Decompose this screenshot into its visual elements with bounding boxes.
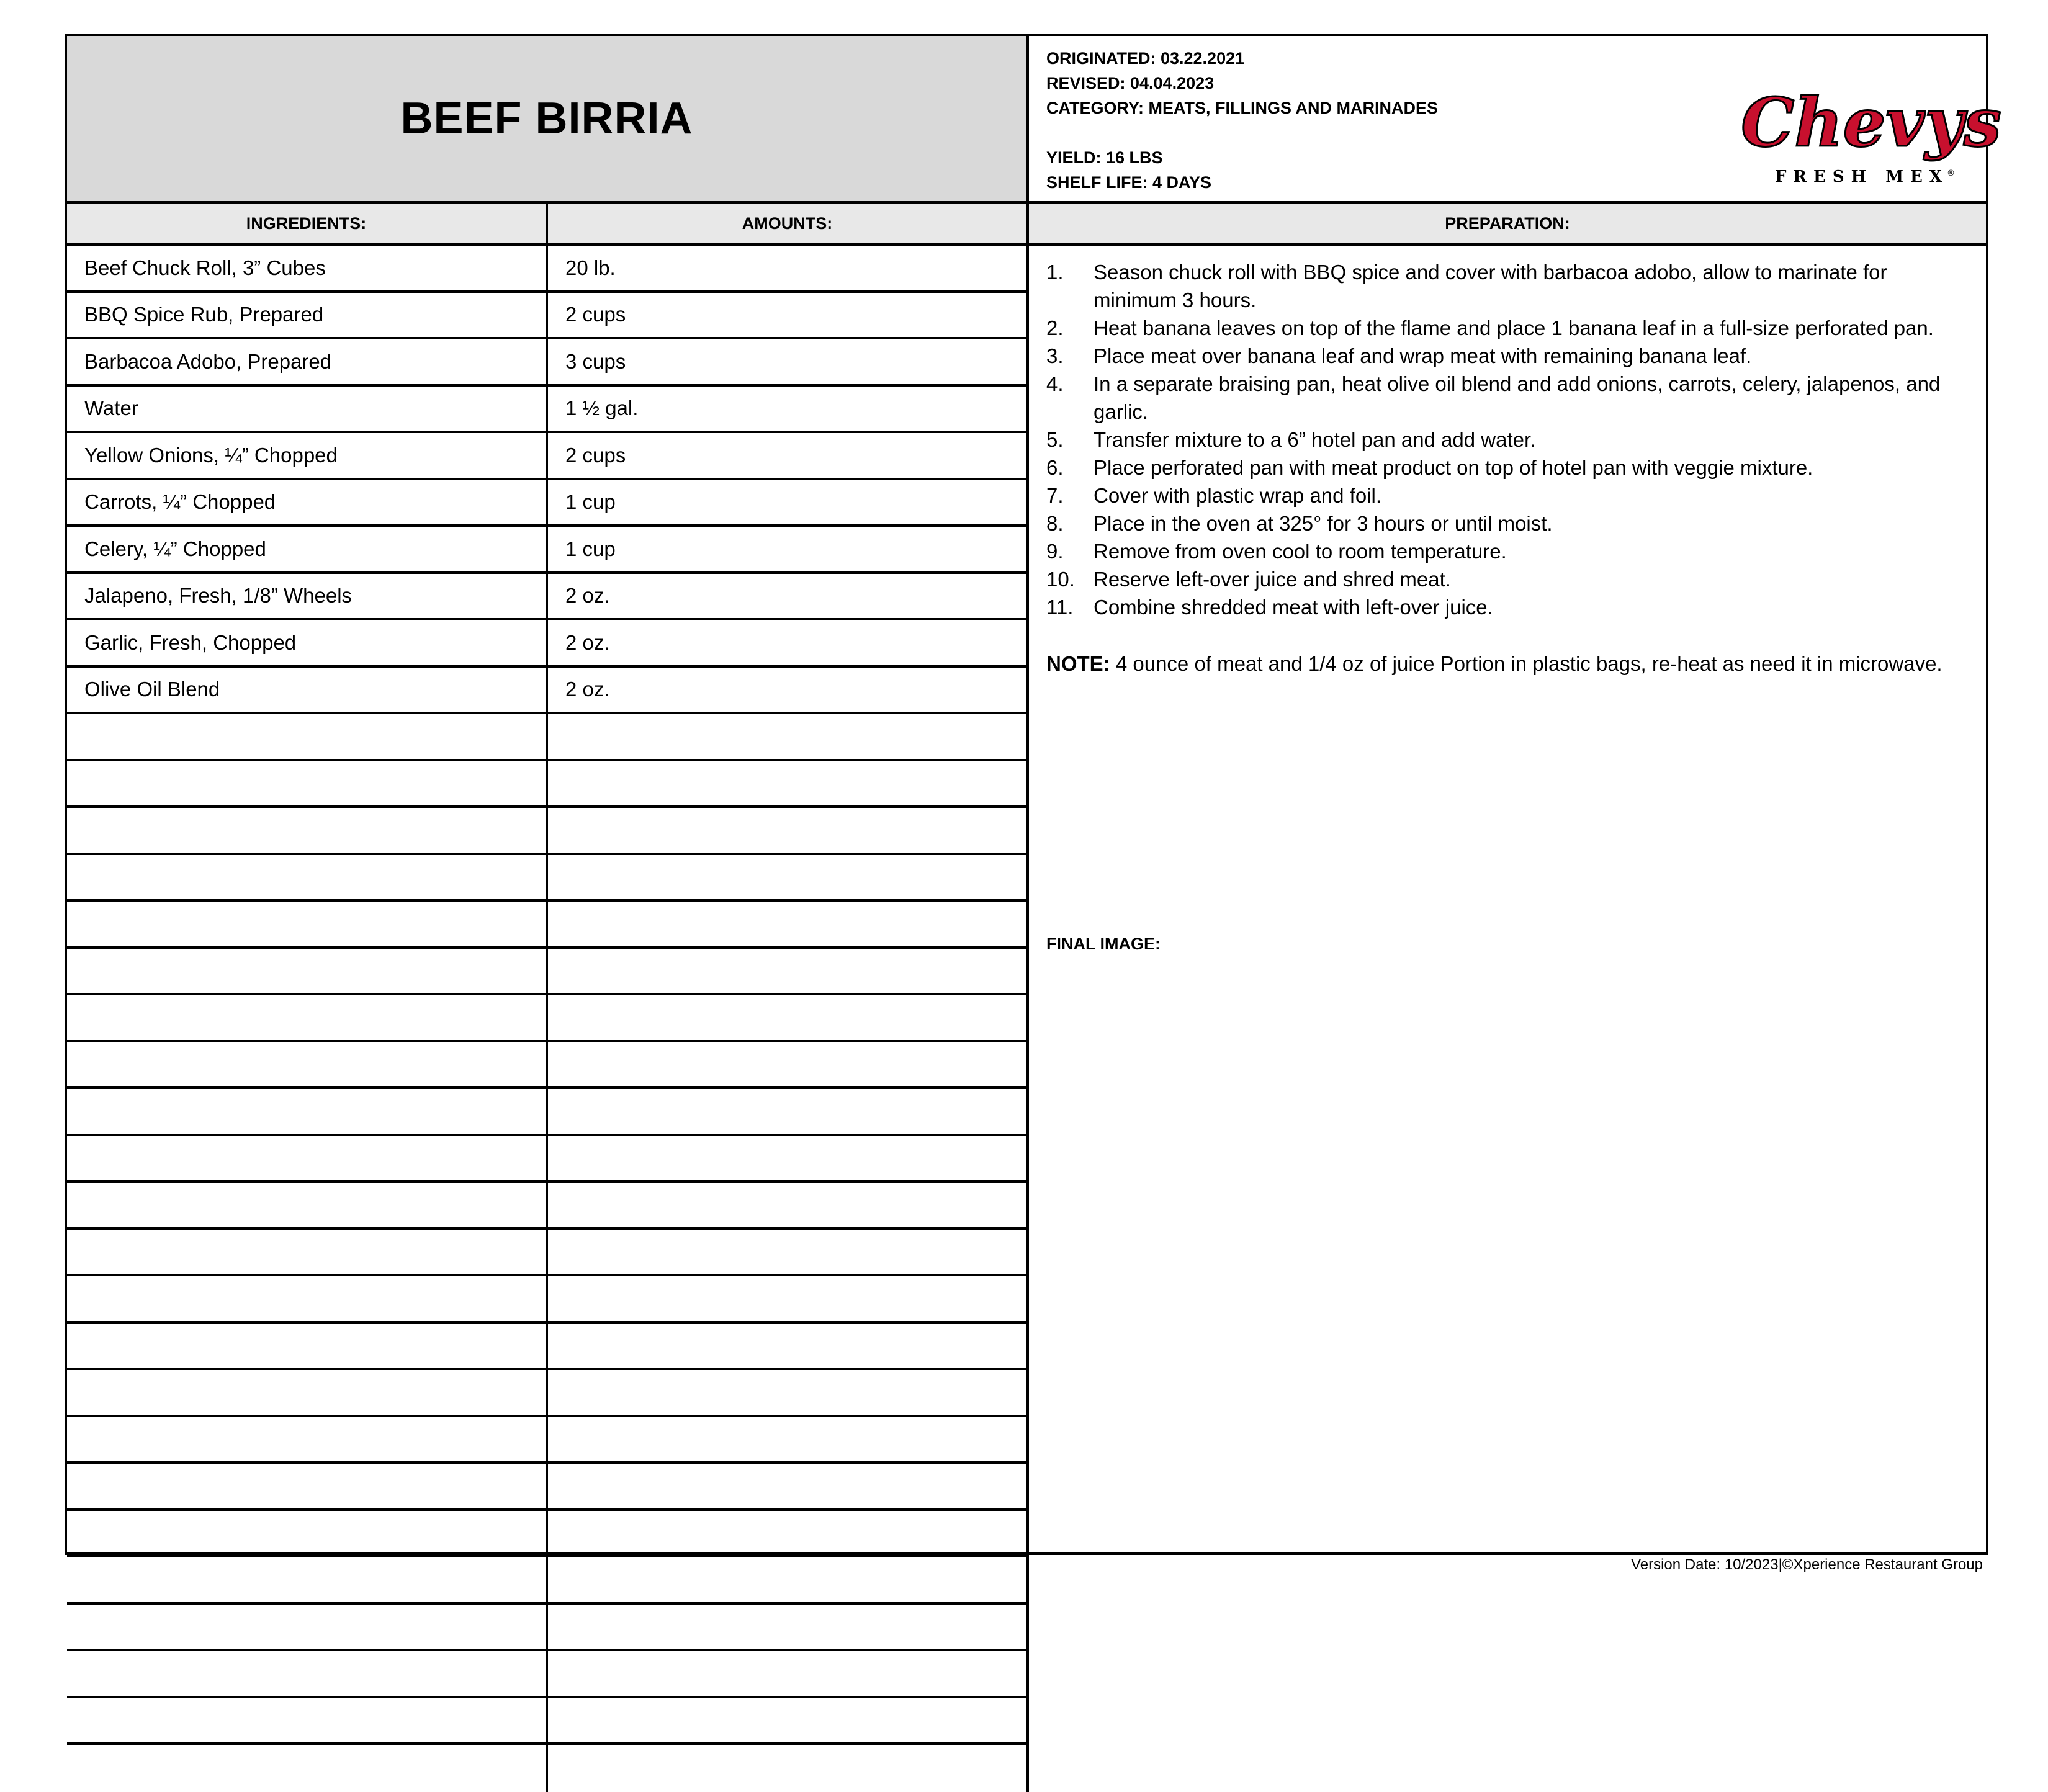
ingredient-name: [67, 1276, 548, 1321]
table-row: [67, 949, 1029, 996]
note-label: NOTE:: [1046, 652, 1110, 675]
ingredient-name: [67, 1745, 548, 1792]
ingredient-name: [67, 902, 548, 946]
table-row: [67, 433, 1029, 480]
step-text: Combine shredded meat with left-over juice.: [1094, 596, 1493, 619]
preparation-step: [1046, 426, 1969, 454]
step-number: 9.: [1046, 540, 1064, 563]
ingredient-amount: [548, 1089, 1029, 1134]
table-row: [67, 480, 1029, 527]
ingredient-name: [67, 1511, 548, 1556]
ingredient-amount: [548, 1276, 1029, 1321]
preparation-step: [1046, 370, 1969, 426]
table-row: [67, 1511, 1029, 1558]
preparation-step: [1046, 565, 1969, 593]
ingredient-name: [67, 1230, 548, 1275]
ingredient-amount: 2 oz.: [548, 574, 1029, 619]
table-row: [67, 1698, 1029, 1745]
table-row: [67, 1605, 1029, 1652]
ingredient-name: Carrots, ¼” Chopped: [67, 480, 548, 525]
ingredients-header: INGREDIENTS:: [67, 204, 548, 246]
logo-tagline: FRESH MEX: [1774, 168, 1949, 186]
ingredient-amount: 1 cup: [548, 480, 1029, 525]
table-row: [67, 668, 1029, 715]
ingredient-name: [67, 1183, 548, 1227]
table-row: [67, 1183, 1029, 1230]
ingredient-name: [67, 761, 548, 806]
ingredient-amount: [548, 808, 1029, 853]
table-row: [67, 1276, 1029, 1324]
ingredients-table: [67, 246, 1029, 1792]
table-row: [67, 1324, 1029, 1371]
table-row: [67, 1417, 1029, 1464]
step-number: 7.: [1046, 484, 1064, 507]
amounts-header: AMOUNTS:: [548, 204, 1029, 246]
ingredient-name: Jalapeno, Fresh, 1/8” Wheels: [67, 574, 548, 619]
ingredient-name: Yellow Onions, ¼” Chopped: [67, 433, 548, 478]
preparation-step: [1046, 509, 1969, 537]
step-text: Remove from oven cool to room temperature.: [1094, 540, 1507, 563]
ingredient-amount: [548, 1698, 1029, 1743]
table-row: [67, 808, 1029, 855]
note-text: 4 ounce of meat and 1/4 oz of juice Portion in plastic bags, re-heat as need it in microwave.: [1110, 652, 1942, 675]
ingredient-amount: 2 cups: [548, 433, 1029, 478]
ingredient-name: Water: [67, 387, 548, 431]
step-text: Place meat over banana leaf and wrap meat with remaining banana leaf.: [1094, 344, 1752, 367]
ingredient-amount: 2 oz.: [548, 620, 1029, 665]
table-row: [67, 1745, 1029, 1792]
table-row: [67, 855, 1029, 902]
ingredient-amount: 2 cups: [548, 293, 1029, 338]
recipe-sheet: [65, 34, 2001, 1555]
ingredient-amount: [548, 949, 1029, 993]
note: [1046, 649, 1969, 678]
ingredient-amount: [548, 1745, 1029, 1792]
ingredient-amount: 1 cup: [548, 527, 1029, 571]
step-text: Cover with plastic wrap and foil.: [1094, 484, 1382, 507]
ingredient-amount: [548, 995, 1029, 1040]
step-number: 1.: [1046, 261, 1064, 284]
preparation-step: [1046, 454, 1969, 482]
footer-version: Version Date: 10/2023|©Xperience Restaurant Group: [1631, 1556, 1983, 1573]
step-text: Place in the oven at 325° for 3 hours or until moist.: [1094, 512, 1553, 535]
ingredient-amount: [548, 1417, 1029, 1462]
ingredient-name: [67, 1605, 548, 1649]
ingredient-name: [67, 1324, 548, 1368]
ingredient-name: Beef Chuck Roll, 3” Cubes: [67, 246, 548, 290]
recipe-title: BEEF BIRRIA: [400, 94, 693, 143]
ingredient-name: Olive Oil Blend: [67, 668, 548, 712]
step-text: Transfer mixture to a 6” hotel pan and add water.: [1094, 428, 1536, 451]
ingredient-name: [67, 1042, 548, 1087]
ingredient-amount: [548, 1183, 1029, 1227]
table-row: [67, 995, 1029, 1042]
step-number: 8.: [1046, 512, 1064, 535]
table-row: [67, 246, 1029, 293]
ingredient-amount: [548, 902, 1029, 946]
ingredient-amount: [548, 1651, 1029, 1696]
ingredient-amount: [548, 1042, 1029, 1087]
meta-cell: [1029, 36, 2001, 204]
preparation-step: [1046, 258, 1969, 314]
ingredient-amount: 1 ½ gal.: [548, 387, 1029, 431]
ingredient-amount: [548, 1370, 1029, 1415]
ingredient-name: [67, 1136, 548, 1181]
step-text: Season chuck roll with BBQ spice and cover with barbacoa adobo, allow to marinate for minimum 3 hours.: [1094, 261, 1887, 311]
preparation-step: [1046, 314, 1969, 342]
step-number: 2.: [1046, 316, 1064, 339]
ingredient-amount: [548, 1136, 1029, 1181]
ingredient-amount: [548, 855, 1029, 900]
ingredient-amount: [548, 1324, 1029, 1368]
ingredient-name: [67, 855, 548, 900]
table-row: [67, 1230, 1029, 1277]
step-number: 4.: [1046, 372, 1064, 395]
preparation-step: [1046, 593, 1969, 621]
ingredient-name: [67, 1089, 548, 1134]
final-image-label: FINAL IMAGE:: [1046, 934, 1161, 953]
preparation-step: [1046, 482, 1969, 509]
step-number: 6.: [1046, 456, 1064, 479]
ingredient-name: [67, 1464, 548, 1508]
ingredient-name: Barbacoa Adobo, Prepared: [67, 339, 548, 384]
step-text: Place perforated pan with meat product on top of hotel pan with veggie mixture.: [1094, 456, 1813, 479]
step-number: 11.: [1046, 596, 1074, 619]
table-row: [67, 293, 1029, 340]
table-row: [67, 1464, 1029, 1511]
table-row: [67, 1136, 1029, 1183]
ingredient-amount: [548, 761, 1029, 806]
step-number: 3.: [1046, 344, 1064, 367]
revised-date: REVISED: 04.04.2023: [1046, 74, 1215, 92]
ingredient-name: Garlic, Fresh, Chopped: [67, 620, 548, 665]
table-row: [67, 527, 1029, 574]
table-row: [67, 1370, 1029, 1417]
ingredient-amount: 20 lb.: [548, 246, 1029, 290]
table-row: [67, 1042, 1029, 1090]
preparation-section: [1029, 246, 1986, 953]
table-row: [67, 574, 1029, 621]
title-cell: [67, 36, 1029, 204]
table-row: [67, 761, 1029, 809]
ingredient-name: [67, 714, 548, 759]
ingredient-name: [67, 1370, 548, 1415]
ingredient-name: [67, 1417, 548, 1462]
step-text: In a separate braising pan, heat olive oil blend and add onions, carrots, celery, jalapenos, and garlic.: [1094, 372, 1941, 423]
ingredient-name: [67, 949, 548, 993]
ingredient-amount: [548, 1511, 1029, 1556]
table-row: [67, 1557, 1029, 1605]
ingredient-amount: [548, 1557, 1029, 1602]
logo-registered-mark: ®: [1947, 169, 1955, 178]
preparation-steps: [1046, 258, 1969, 621]
logo-brand-text: Chevys: [1741, 84, 2001, 162]
ingredient-amount: [548, 1230, 1029, 1275]
table-row: [67, 1089, 1029, 1136]
originated-date: ORIGINATED: 03.22.2021: [1046, 49, 1245, 68]
table-row: [67, 1651, 1029, 1698]
ingredient-name: [67, 1698, 548, 1743]
step-number: 5.: [1046, 428, 1064, 451]
ingredient-amount: [548, 1464, 1029, 1508]
ingredient-amount: [548, 1605, 1029, 1649]
ingredient-name: BBQ Spice Rub, Prepared: [67, 293, 548, 338]
shelf-life: SHELF LIFE: 4 DAYS: [1046, 173, 1212, 192]
ingredient-name: [67, 1557, 548, 1602]
ingredient-amount: [548, 714, 1029, 759]
ingredient-name: [67, 808, 548, 853]
ingredient-amount: 3 cups: [548, 339, 1029, 384]
table-row: [67, 902, 1029, 949]
table-row: [67, 714, 1029, 761]
ingredient-amount: 2 oz.: [548, 668, 1029, 712]
ingredient-name: [67, 1651, 548, 1696]
step-number: 10.: [1046, 568, 1075, 591]
yield: YIELD: 16 LBS: [1046, 148, 1163, 167]
chevys-logo: [1741, 61, 2001, 210]
preparation-header: PREPARATION:: [1029, 204, 1986, 246]
step-text: Reserve left-over juice and shred meat.: [1094, 568, 1451, 591]
step-text: Heat banana leaves on top of the flame and place 1 banana leaf in a full-size perforated pan.: [1094, 316, 1934, 339]
table-row: [67, 620, 1029, 668]
ingredient-name: Celery, ¼” Chopped: [67, 527, 548, 571]
ingredient-name: [67, 995, 548, 1040]
table-row: [67, 339, 1029, 387]
preparation-step: [1046, 537, 1969, 565]
table-row: [67, 387, 1029, 434]
category: CATEGORY: MEATS, FILLINGS AND MARINADES: [1046, 99, 1438, 117]
preparation-step: [1046, 342, 1969, 370]
